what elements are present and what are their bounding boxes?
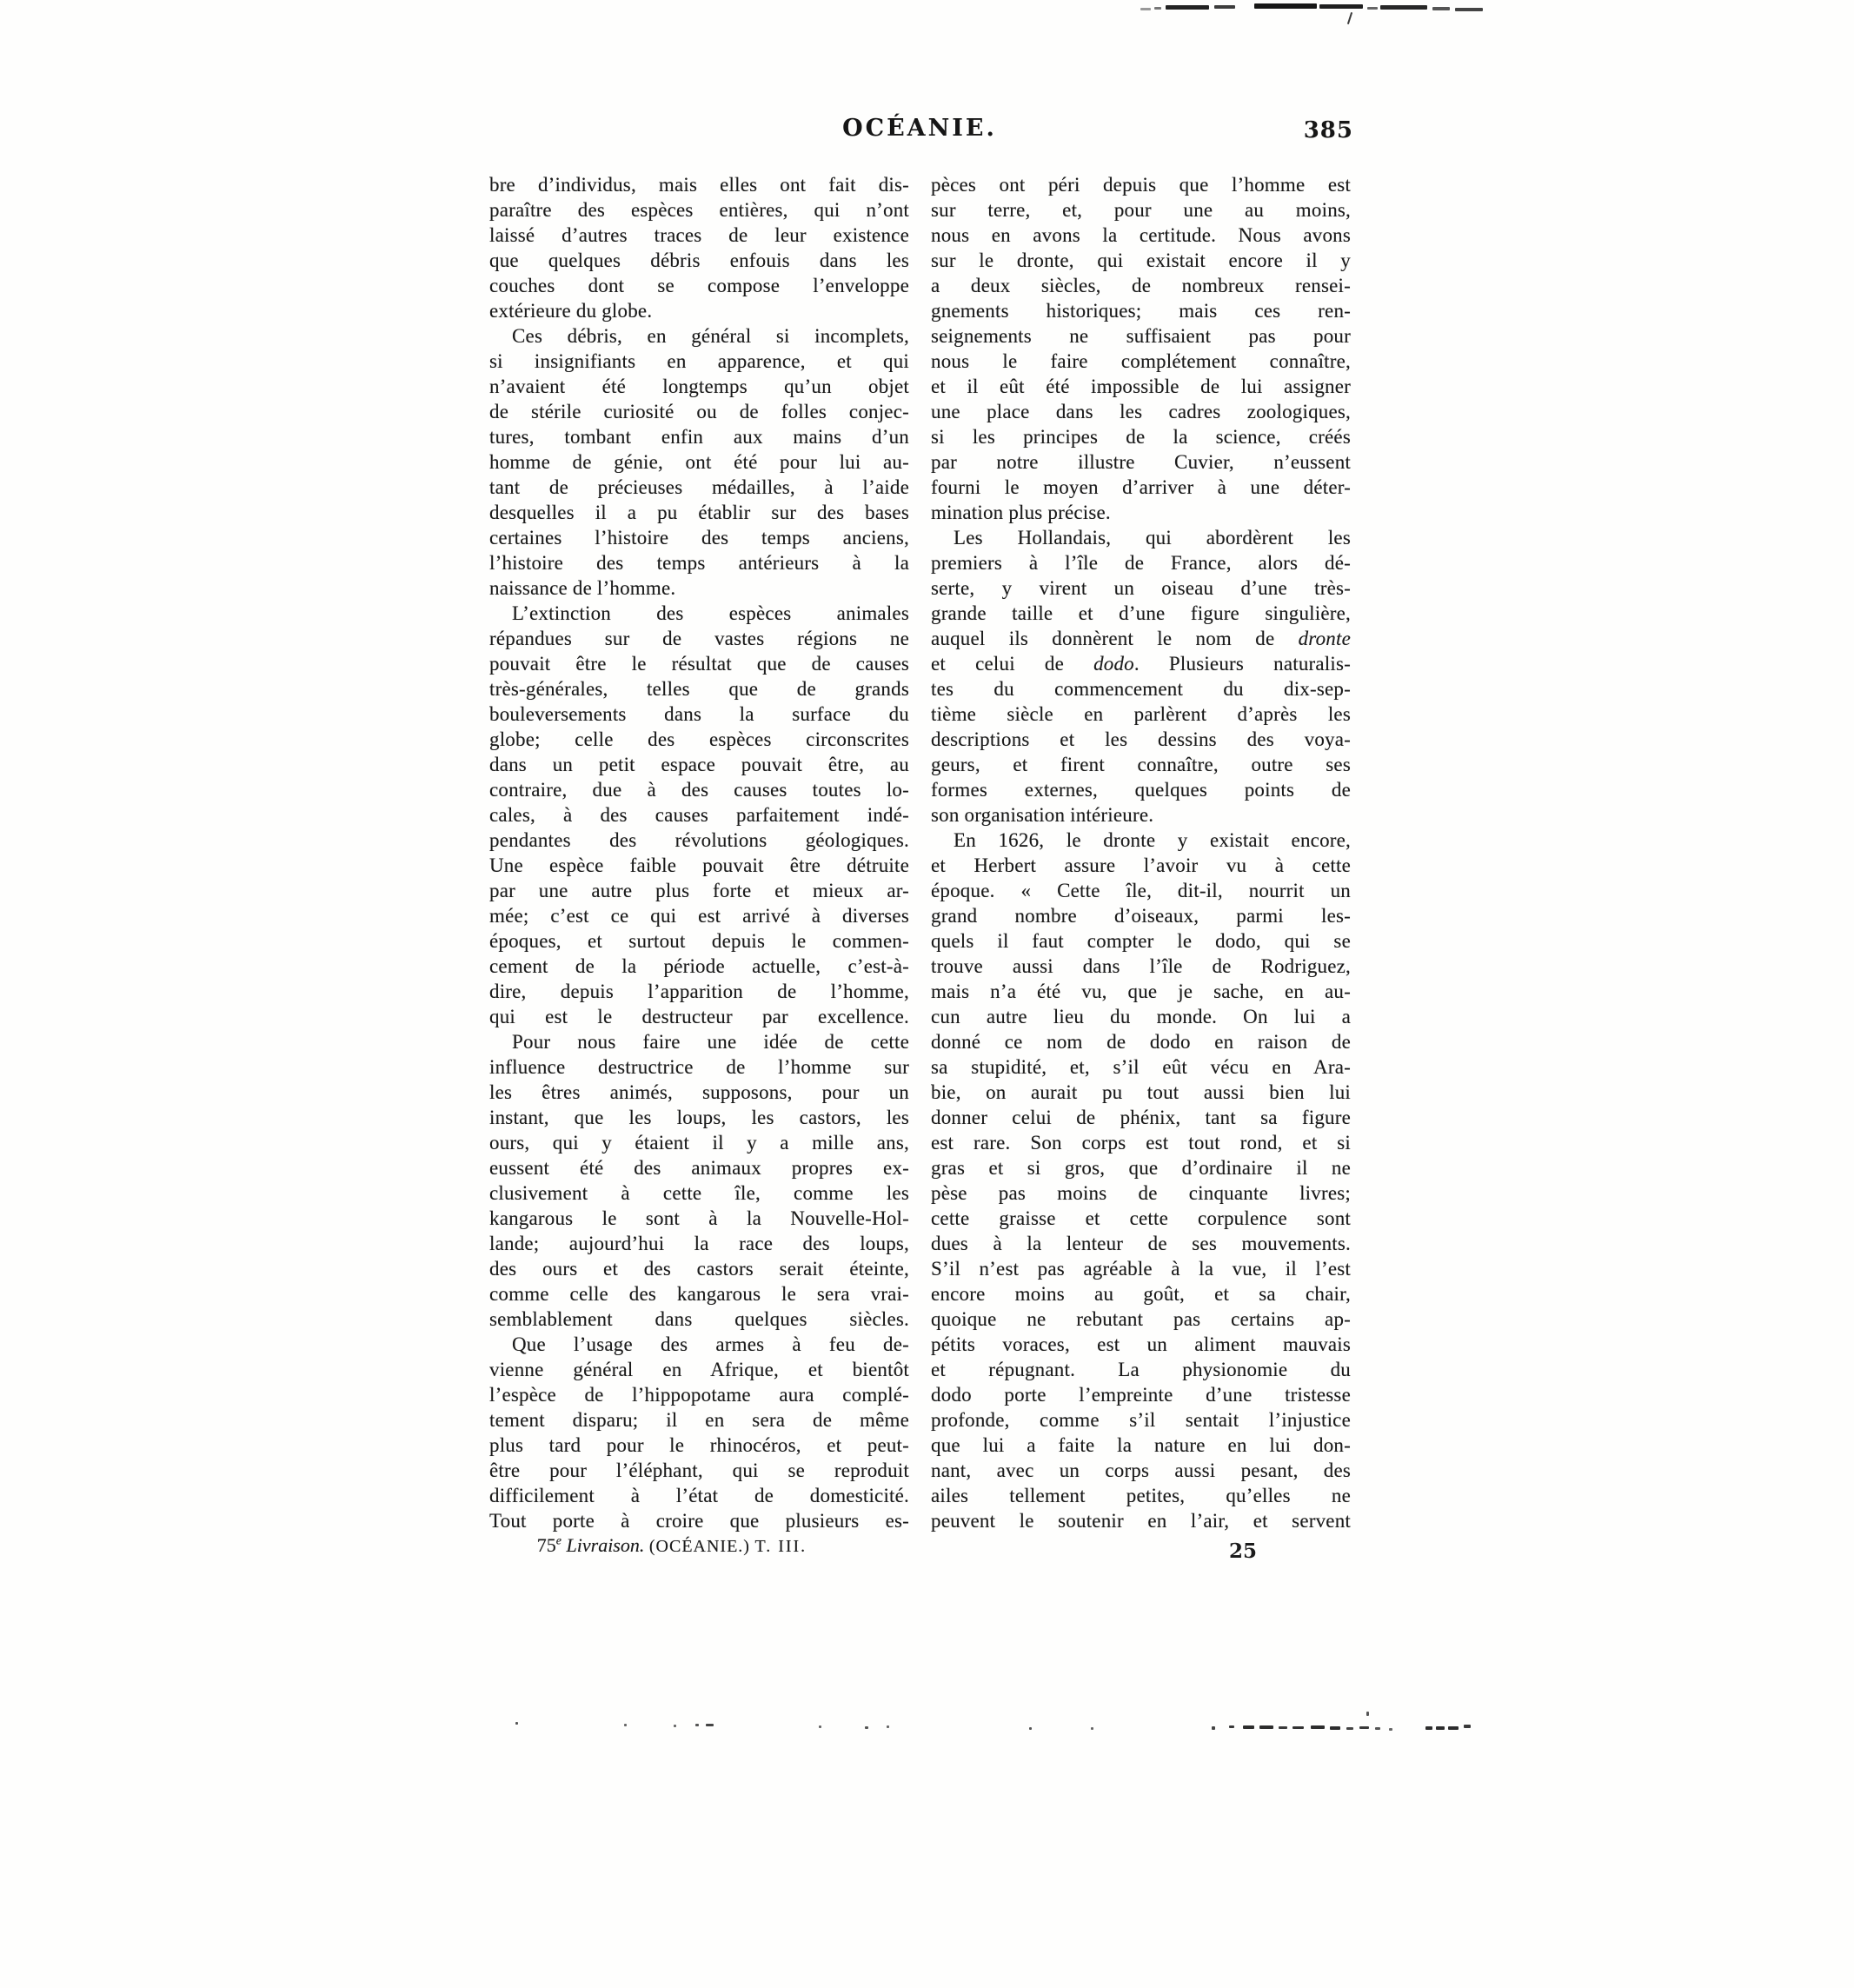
text-line: dire, depuis l’apparition de l’homme, xyxy=(489,981,909,1002)
scan-speck xyxy=(1330,1726,1340,1730)
text-line: tement disparu; il en sera de même xyxy=(489,1409,909,1431)
scan-speck xyxy=(706,1724,714,1726)
signature-number: 25 xyxy=(1228,1539,1257,1563)
text-line: et celui de dodo. Plusieurs naturalis- xyxy=(931,653,1351,675)
scan-speck xyxy=(1243,1725,1254,1729)
scan-speck xyxy=(624,1724,627,1726)
scan-dash xyxy=(1166,5,1209,10)
scan-speck xyxy=(1389,1728,1392,1731)
text-line: être pour l’éléphant, qui se reproduit xyxy=(489,1459,909,1481)
livraison-ordinal: e xyxy=(555,1534,562,1548)
text-line: trouve aussi dans l’île de Rodriguez, xyxy=(931,955,1351,977)
scan-dash xyxy=(1254,3,1317,9)
scan-speck xyxy=(1366,1712,1369,1716)
scan-speck xyxy=(887,1725,889,1728)
scan-speck xyxy=(1464,1725,1471,1728)
text-line: sa stupidité, et, s’il eût vécu en Ara- xyxy=(931,1056,1351,1078)
page-number: 385 xyxy=(1303,117,1353,143)
text-line: bouleversements dans la surface du xyxy=(489,703,909,725)
text-line: S’il n’est pas agréable à la vue, il l’est xyxy=(931,1258,1351,1280)
text-line: époques, et surtout depuis le commen- xyxy=(489,930,909,952)
scan-speck xyxy=(819,1725,821,1728)
scan-speck xyxy=(1448,1726,1459,1730)
text-line: pèces ont péri depuis que l’homme est xyxy=(931,174,1351,196)
text-line: cales, à des causes parfaitement indé- xyxy=(489,804,909,826)
text-line: ours, qui y étaient il y a mille ans, xyxy=(489,1132,909,1154)
text-line: l’histoire des temps antérieurs à la xyxy=(489,552,909,574)
text-line: difficilement à l’état de domesticité. xyxy=(489,1485,909,1506)
tome-label: T. III. xyxy=(754,1537,807,1556)
text-line: paraître des espèces entières, qui n’ont xyxy=(489,199,909,221)
text-line: par une autre plus forte et mieux ar- xyxy=(489,880,909,901)
scan-dash xyxy=(1140,8,1151,10)
text-line: profonde, comme s’il sentait l’injustice xyxy=(931,1409,1351,1431)
text-line: cement de la période actuelle, c’est-à- xyxy=(489,955,909,977)
text-line: et Herbert assure l’avoir vu à cette xyxy=(931,854,1351,876)
text-line: premiers à l’île de France, alors dé- xyxy=(931,552,1351,574)
text-line: bie, on aurait pu tout aussi bien lui xyxy=(931,1081,1351,1103)
scan-speck xyxy=(1346,1727,1353,1730)
text-line: lande; aujourd’hui la race des loups, xyxy=(489,1233,909,1254)
text-line: son organisation intérieure. xyxy=(931,804,1154,826)
text-line: geurs, et firent connaître, outre ses xyxy=(931,754,1351,775)
text-line: bre d’individus, mais elles ont fait dis- xyxy=(489,174,909,196)
text-line: contraire, due à des causes toutes lo- xyxy=(489,779,909,801)
text-line: pendantes des révolutions géologiques. xyxy=(489,829,909,851)
text-line: sur le dronte, qui existait encore il y xyxy=(931,249,1351,271)
text-line: homme de génie, ont été pour lui au- xyxy=(489,451,909,473)
livraison-number: 75 xyxy=(536,1534,556,1556)
text-line: époque. « Cette île, dit-il, nourrit un xyxy=(931,880,1351,901)
text-line: peuvent le soutenir en l’air, et servent xyxy=(931,1510,1351,1532)
text-line: quoique ne rebutant pas certains ap- xyxy=(931,1308,1351,1330)
scan-dash xyxy=(1367,7,1378,10)
scan-dash xyxy=(1154,7,1161,10)
text-line: cette graisse et cette corpulence sont xyxy=(931,1207,1351,1229)
text-line: certaines l’histoire des temps anciens, xyxy=(489,527,909,549)
text-line: que lui a faite la nature en lui don- xyxy=(931,1434,1351,1456)
text-line: si les principes de la science, créés xyxy=(931,426,1351,448)
left-column xyxy=(489,172,909,1533)
scan-speck xyxy=(1229,1725,1234,1728)
text-line: L’extinction des espèces animales xyxy=(512,602,909,624)
text-line: Que l’usage des armes à feu de- xyxy=(512,1333,909,1355)
text-line: plus tard pour le rhinocéros, et peut- xyxy=(489,1434,909,1456)
text-line: pouvait être le résultat que de causes xyxy=(489,653,909,675)
text-line: est rare. Son corps est tout rond, et si xyxy=(931,1132,1351,1154)
text-line: grand nombre d’oiseaux, parmi les- xyxy=(931,905,1351,927)
scan-dash xyxy=(1455,8,1483,11)
text-line: répandues sur de vastes régions ne xyxy=(489,628,909,649)
livraison-word: Livraison. xyxy=(566,1534,645,1556)
text-line: couches dont se compose l’enveloppe xyxy=(489,275,909,296)
text-line: mée; c’est ce qui est arrivé à diverses xyxy=(489,905,909,927)
scan-speck xyxy=(1212,1726,1215,1730)
text-line: cun autre lieu du monde. On lui a xyxy=(931,1006,1351,1027)
text-line: fourni le moyen d’arriver à une déter- xyxy=(931,476,1351,498)
text-line: auquel ils donnèrent le nom de dronte xyxy=(931,628,1351,649)
text-line: influence destructrice de l’homme sur xyxy=(489,1056,909,1078)
text-line: par notre illustre Cuvier, n’eussent xyxy=(931,451,1351,473)
text-line: que quelques débris enfouis dans les xyxy=(489,249,909,271)
text-line: globe; celle des espèces circonscrites xyxy=(489,728,909,750)
text-line: mais n’a été vu, que je sache, en au- xyxy=(931,981,1351,1002)
text-line: nous le faire complétement connaître, xyxy=(931,350,1351,372)
text-line: nant, avec un corps aussi pesant, des xyxy=(931,1459,1351,1481)
text-line: a deux siècles, de nombreux rensei- xyxy=(931,275,1351,296)
text-line: très-générales, telles que de grands xyxy=(489,678,909,700)
text-line: mination plus précise. xyxy=(931,502,1111,523)
text-line: instant, que les loups, les castors, les xyxy=(489,1107,909,1128)
text-line: n’avaient été longtemps qu’un objet xyxy=(489,376,909,397)
text-line: laissé d’autres traces de leur existence xyxy=(489,224,909,246)
text-line: tures, tombant enfin aux mains d’un xyxy=(489,426,909,448)
running-head: OCÉANIE. xyxy=(842,115,997,142)
text-line: tant de précieuses médailles, à l’aide xyxy=(489,476,909,498)
scan-speck xyxy=(1359,1726,1369,1729)
text-line: seignements ne suffisaient pas pour xyxy=(931,325,1351,347)
scan-dash xyxy=(1380,5,1427,10)
text-line: Une espèce faible pouvait être détruite xyxy=(489,854,909,876)
scan-speck xyxy=(1279,1726,1287,1729)
text-line: pèse pas moins de cinquante livres; xyxy=(931,1182,1351,1204)
text-line: sur terre, et, pour une au moins, xyxy=(931,199,1351,221)
scan-dash xyxy=(1432,7,1450,10)
text-line: eussent été des animaux propres ex- xyxy=(489,1157,909,1179)
text-line: desquelles il a pu établir sur des bases xyxy=(489,502,909,523)
text-line: quels il faut compter le dodo, qui se xyxy=(931,930,1351,952)
text-line: descriptions et les dessins des voya- xyxy=(931,728,1351,750)
text-line: qui est le destructeur par excellence. xyxy=(489,1006,909,1027)
text-line: kangarous le sont à la Nouvelle-Hol- xyxy=(489,1207,909,1229)
text-line: gras et si gros, que d’ordinaire il ne xyxy=(931,1157,1351,1179)
text-line: clusivement à cette île, comme les xyxy=(489,1182,909,1204)
text-line: comme celle des kangarous le sera vrai- xyxy=(489,1283,909,1305)
text-line: vienne général en Afrique, et bientôt xyxy=(489,1359,909,1380)
scan-speck xyxy=(1029,1727,1032,1730)
text-line: Tout porte à croire que plusieurs es- xyxy=(489,1510,909,1532)
text-line: pétits voraces, est un aliment mauvais xyxy=(931,1333,1351,1355)
text-line: tième siècle en parlèrent d’après les xyxy=(931,703,1351,725)
text-line: donné ce nom de dodo en raison de xyxy=(931,1031,1351,1053)
text-line: et répugnant. La physionomie du xyxy=(931,1359,1351,1380)
text-line: naissance de l’homme. xyxy=(489,577,676,599)
text-line: dues à la lenteur de ses mouvements. xyxy=(931,1233,1351,1254)
text-line: Les Hollandais, qui abordèrent les xyxy=(954,527,1351,549)
text-line: des ours et des castors serait éteinte, xyxy=(489,1258,909,1280)
text-line: donner celui de phénix, tant sa figure xyxy=(931,1107,1351,1128)
scan-dash xyxy=(1214,5,1235,9)
text-line: de stérile curiosité ou de folles conjec- xyxy=(489,401,909,422)
text-line: En 1626, le dronte y existait encore, xyxy=(954,829,1351,851)
scan-speck xyxy=(674,1725,676,1727)
text-line: gnements historiques; mais ces ren- xyxy=(931,300,1351,322)
scan-speck xyxy=(1375,1727,1380,1730)
scan-speck xyxy=(1292,1726,1304,1729)
footer-imprint xyxy=(489,1534,854,1557)
right-column xyxy=(931,172,1351,1533)
scan-speck xyxy=(695,1724,699,1726)
scan-speck xyxy=(865,1726,868,1729)
scan-speck xyxy=(1425,1726,1432,1730)
text-line: extérieure du globe. xyxy=(489,300,653,322)
text-line: formes externes, quelques points de xyxy=(931,779,1351,801)
text-line: tes du commencement du dix-sep- xyxy=(931,678,1351,700)
text-line: et il eût été impossible de lui assigner xyxy=(931,376,1351,397)
scan-speck xyxy=(515,1722,518,1725)
series-label: (OCÉANIE.) xyxy=(648,1537,750,1556)
text-line: nous en avons la certitude. Nous avons xyxy=(931,224,1351,246)
text-line: Pour nous faire une idée de cette xyxy=(512,1031,909,1053)
text-line: Ces débris, en général si incomplets, xyxy=(512,325,909,347)
text-line: dans un petit espace pouvait être, au xyxy=(489,754,909,775)
scan-speck xyxy=(1091,1727,1093,1730)
text-line: si insignifiants en apparence, et qui xyxy=(489,350,909,372)
scan-smudge xyxy=(1347,12,1352,24)
text-line: dodo porte l’empreinte d’une tristesse xyxy=(931,1384,1351,1406)
text-line: serte, y virent un oiseau d’une très- xyxy=(931,577,1351,599)
text-line: les êtres animés, supposons, pour un xyxy=(489,1081,909,1103)
text-line: encore moins au goût, et sa chair, xyxy=(931,1283,1351,1305)
scan-speck xyxy=(1311,1725,1325,1729)
scan-speck xyxy=(1436,1726,1445,1730)
text-line: ailes tellement petites, qu’elles ne xyxy=(931,1485,1351,1506)
text-line: l’espèce de l’hippopotame aura complé- xyxy=(489,1384,909,1406)
text-line: semblablement dans quelques siècles. xyxy=(489,1308,909,1330)
scan-dash xyxy=(1319,4,1363,9)
scan-speck xyxy=(1259,1725,1273,1729)
text-line: une place dans les cadres zoologiques, xyxy=(931,401,1351,422)
text-line: grande taille et d’une figure singulière, xyxy=(931,602,1351,624)
